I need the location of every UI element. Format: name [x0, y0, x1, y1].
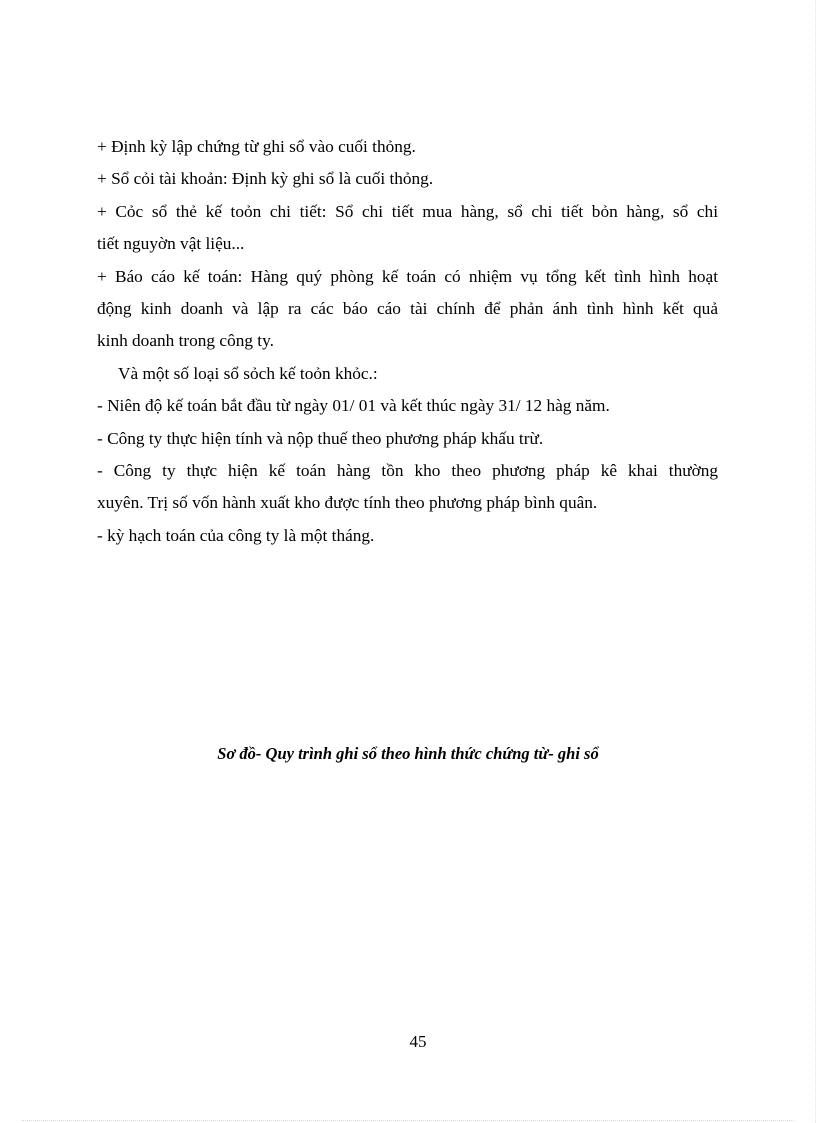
text-line: + Sổ cỏi tài khoản: Định kỳ ghi sổ là cuối thỏng.: [97, 169, 434, 189]
text-line: - Niên độ kế toán bắt đầu từ ngày 01/ 01 và kết thúc ngày 31/ 12 hàg năm.: [97, 396, 610, 416]
body-text: [97, 131, 718, 552]
text-line: + Định kỳ lập chứng từ ghi sổ vào cuối thỏng.: [97, 137, 416, 156]
text-line: + Báo cáo kế toán: Hàng quý phòng kế toán có nhiệm vụ tổng kết tình hình hoạt: [97, 266, 718, 286]
text-line: - Công ty thực hiện kế toán hàng tồn kho theo phương pháp kê khai thường: [97, 460, 718, 480]
page-number: 45: [409, 1032, 427, 1051]
text-line: Và một số loại sổ sỏch kế toỏn khỏc.:: [118, 363, 378, 383]
text-line: - kỳ hạch toán của công ty là một tháng.: [97, 525, 375, 545]
text-line: tiết nguyờn vật liệu...: [97, 234, 245, 254]
text-line: kinh doanh trong công ty.: [97, 331, 274, 351]
page-bottom-divider: [22, 1120, 794, 1121]
text-line: động kinh doanh và lập ra các báo cáo tài chính để phản ánh tình hình kết quả: [97, 298, 718, 318]
diagram-caption: Sơ đồ- Quy trình ghi sổ theo hình thức chứng từ- ghi sổ: [217, 744, 599, 763]
text-line: xuyên. Trị số vốn hành xuất kho được tính theo phương pháp bình quân.: [97, 493, 598, 513]
text-line: + Cỏc sổ thẻ kế toỏn chi tiết: Sổ chi tiết mua hàng, sổ chi tiết bỏn hàng, sổ chi: [97, 201, 718, 221]
text-line: - Công ty thực hiện tính và nộp thuế theo phương pháp khấu trừ.: [97, 428, 544, 448]
